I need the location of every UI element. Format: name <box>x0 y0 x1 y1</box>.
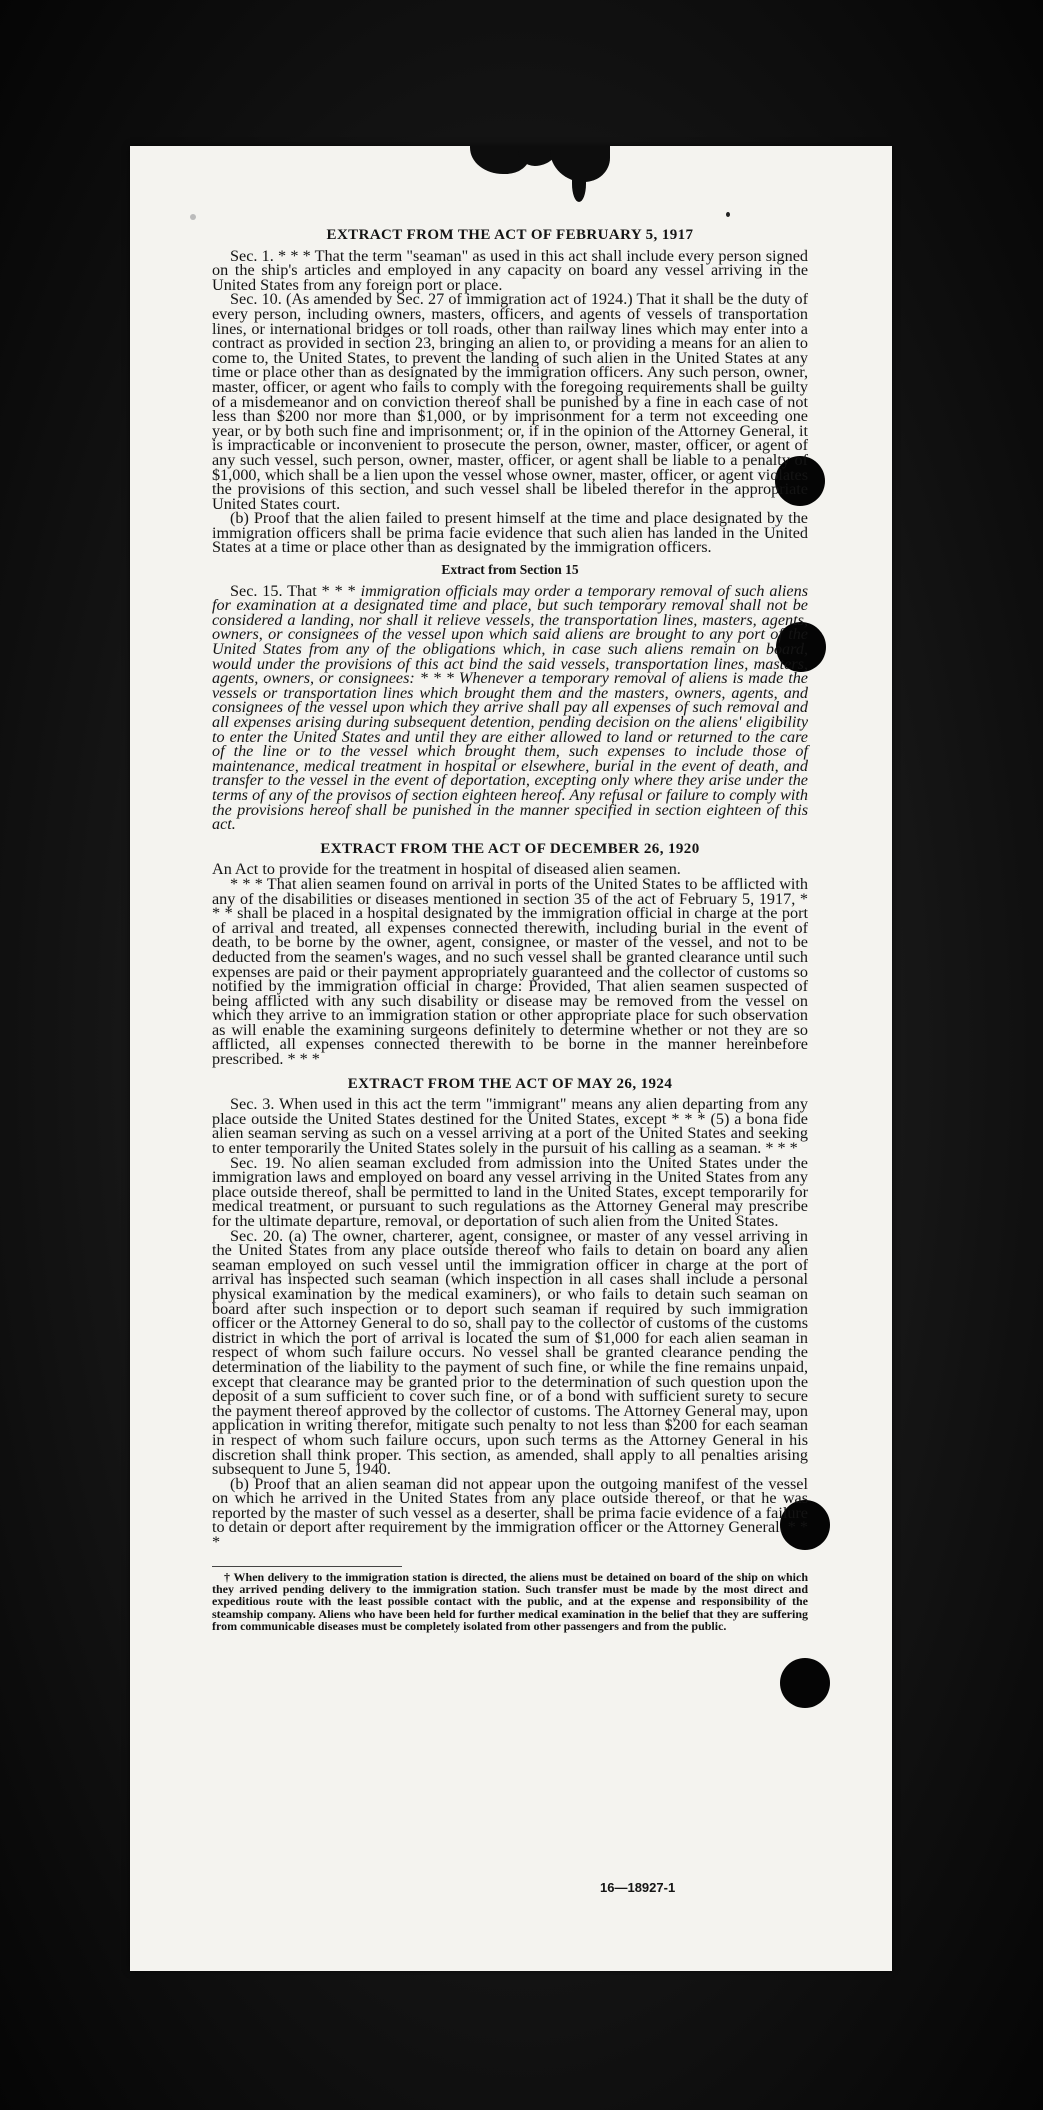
heading-act-1920: EXTRACT FROM THE ACT OF DECEMBER 26, 1920 <box>320 840 700 857</box>
document-body <box>212 228 808 1633</box>
footnote-text: † When delivery to the immigration station is directed, the aliens must be detained on board of the ship on which they arrived pending delivery to the immigration station. Such transfer must be made by the most direct and expeditious route with the least possible contact with the public, and at the expense and responsibility of the steamship company. Aliens who have been held for further medical examination in the belief that they are suffering from communicable diseases must be completely isolated from other passengers and from the public. <box>212 1569 808 1634</box>
paragraph-1920-title: An Act to provide for the treatment in hospital of diseased alien seamen. <box>212 860 681 879</box>
paragraph-1924-sec-19: Sec. 19. No alien seaman excluded from admission into the United States under the immigration laws and employed on board any vessel arriving in the United States from any place outside thereof, shall be permitted to land in the United States, except temporarily for medical treatment, or pursuant to such regulations as the Attorney General may prescribe for the ultimate departure, removal, or deportation of such alien from the United States. <box>212 1153 808 1230</box>
paragraph-1924-sec-20b: (b) Proof that an alien seaman did not appear upon the outgoing manifest of the vessel on which he arrived in the United States from any place outside thereof, or that he was reported by the master of such vessel as a deserter, shall be prima facie evidence of a failure to detain or deport after requirement by the immigration officer or the Attorney General. * * * <box>212 1474 808 1552</box>
document-page <box>130 146 892 1971</box>
burn-damage <box>572 166 586 202</box>
subheading-section-15: Extract from Section 15 <box>441 562 579 578</box>
punch-hole <box>780 1658 830 1708</box>
paragraph-sec-10b: (b) Proof that the alien failed to present himself at the time and place designated by the immigration officers shall be prima facie evidence that such alien has landed in the United States at a time or place other than as designated by the immigration officers. <box>212 509 808 557</box>
heading-act-1924: EXTRACT FROM THE ACT OF MAY 26, 1924 <box>347 1075 673 1092</box>
paragraph-sec-1: Sec. 1. * * * That the term "seaman" as used in this act shall include every person signed on the ship's articles and employed in any capacity on board any vessel arriving in the United States from any foreign port or place. <box>212 246 808 294</box>
paragraph-sec-15 <box>212 581 808 834</box>
paragraph-sec-10: Sec. 10. (As amended by Sec. 27 of immigration act of 1924.) That it shall be the duty of every person, including owners, masters, officers, and agents of vessels of transportation lines, or international bridges or toll roads, other than railway lines which may enter into a contract as provided in section 23, bringing an alien to, or providing a means for an alien to come to, the United States, to prevent the landing of such alien in the United States at any time or place other than as designated by the immigration officers. Any such person, owner, master, officer, or agent who fails to comply with the foregoing requirements shall be guilty of a misdemeanor and on conviction thereof shall be punished by a fine in each case of not less than $200 nor more than $1,000, or by imprisonment for a term not exceeding one year, or by both such fine and imprisonment; or, if in the opinion of the Attorney General, it is impracticable or inconvenient to prosecute the person, owner, master, officer, or agent of any such vessel, such person, owner, master, officer, or agent shall be liable to a penalty of $1,000, which shall be a lien upon the vessel whose owner, master, officer, or agent violates the provisions of this section, and such vessel shall be libeled therefor in the appropriate United States court. <box>212 290 808 513</box>
paragraph-1924-sec-20a: Sec. 20. (a) The owner, charterer, agent, consignee, or master of any vessel arriving in the United States from any place outside thereof who fails to detain on board any alien seaman employed on such vessel until the immigration officer in charge at the port of arrival has inspected such seaman (which inspection in all cases shall include a personal physical examination by the medical examiners), or who fails to detain such seaman on board after such inspection or to deport such seaman if required by such immigration officer or the Attorney General to do so, shall pay to the collector of customs of the customs district in which the port of arrival is located the sum of $1,000 for each alien seaman in respect of whom such failure occurs. No vessel shall be granted clearance pending the determination of the liability to the payment of such fine, or while the fine remains unpaid, except that clearance may be granted prior to the determination of such question upon the deposit of a sum sufficient to cover such fine, or of a bond with sufficient surety to secure the payment thereof approved by the collector of customs. The Attorney General may, upon application in writing therefor, mitigate such penalty to not less than $200 for each seaman in respect of whom such failure occurs, upon such terms as the Attorney General in his discretion shall think proper. This section, as amended, shall apply to all penalties arising subsequent to June 5, 1940. <box>212 1226 808 1479</box>
sec-15-italic-text: immigration officials may order a temporary removal of such aliens for examination at a designated time and place, but such temporary removal shall not be considered a landing, nor shall it relieve vessels, the transportation lines, masters, agents, owners, or consignees of the vessel upon which said aliens are brought to any port of the United States from any of the obligations which, in case such aliens remain on board, would under the provisions of this act bind the said vessels, transportation lines, masters, agents, owners, or consignees: * * * Whenever a temporary removal of aliens is made the vessels or transportation lines which brought them and the masters, owners, agents, and consignees of the vessel upon which they arrive shall pay all expenses of such removal and all expenses arising during subsequent detention, pending decision on the aliens' eligibility to enter the United States and until they are either allowed to land or returned to the care of the line or to the vessel which brought them, such expenses to include those of maintenance, medical treatment in hospital or elsewhere, burial in the event of death, and transfer to the vessel in the event of deportation, excepting only where they arise under the terms of any of the provisos of section eighteen hereof. Any refusal or failure to comply with the provisions hereof shall be punished in the manner specified in section eighteen of this act. <box>212 581 808 834</box>
scan-speck <box>726 212 730 217</box>
sec-15-lead: Sec. 15. That * * * <box>230 581 356 600</box>
document-number: 16—18927-1 <box>600 1880 676 1895</box>
footnote-rule <box>212 1566 402 1567</box>
heading-act-1917: EXTRACT FROM THE ACT OF FEBRUARY 5, 1917 <box>326 227 694 243</box>
paragraph-1920-body: * * * That alien seamen found on arrival in ports of the United States to be afflicted with any of the disabilities or diseases mentioned in section 35 of the act of February 5, 1917, * * * shall be placed in a hospital designated by the immigration official in charge at the port of arrival and treated, all expenses connected therewith, including burial in the event of death, to be borne by the owner, agent, consignee, or master of the vessel, and not to be deducted from the seamen's wages, and no such vessel shall be granted clearance until such expenses are paid or their payment appropriately guaranteed and the collector of customs so notified by the immigration official in charge: Provided, That alien seamen suspected of being afflicted with any such disability or disease may be removed from the vessel on which they arrive to an immigration station or other appropriate place for such observation as will enable the examining surgeons definitely to determine whether or not they are so afflicted, all expenses connected therewith to be borne in the manner hereinbefore prescribed. * * * <box>212 874 808 1069</box>
paragraph-1924-sec-3: Sec. 3. When used in this act the term "immigrant" means any alien departing from any place outside the United States destined for the United States, except * * * (5) a bona fide alien seaman serving as such on a vessel arriving at a port of the United States and seeking to enter temporarily the United States solely in the pursuit of his calling as a seaman. * * * <box>212 1095 808 1158</box>
footnote <box>212 1560 808 1633</box>
scan-speck <box>190 214 196 220</box>
